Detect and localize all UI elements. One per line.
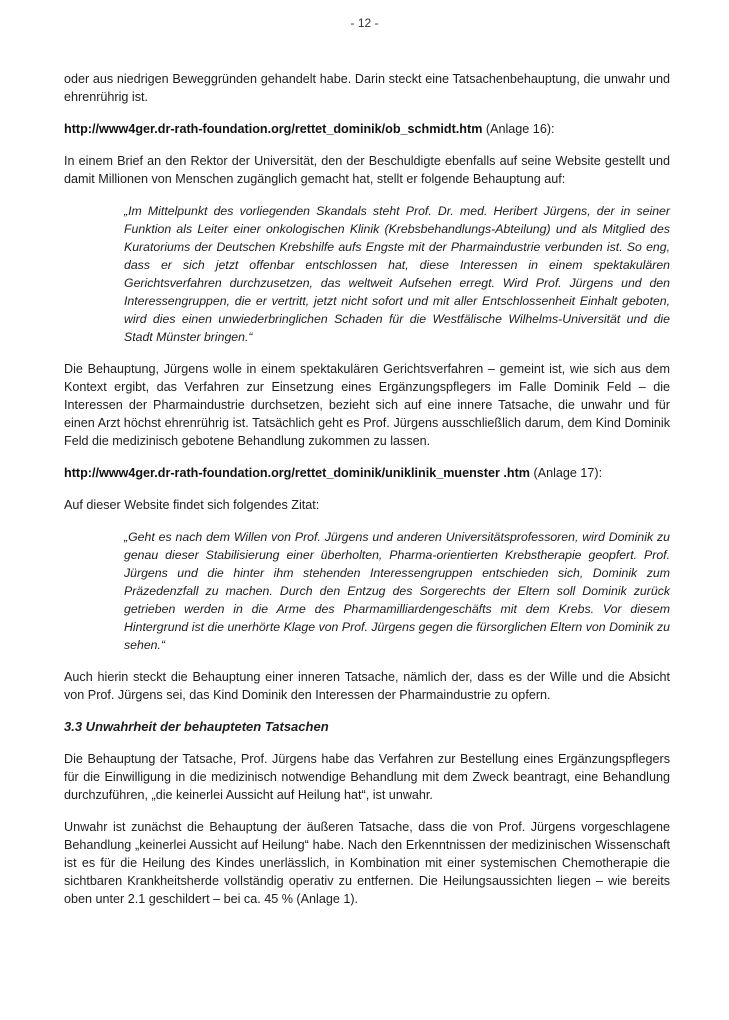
paragraph-2: In einem Brief an den Rektor der Universität, den der Beschuldigte ebenfalls auf seine Website gestellt und damit Millionen von Menschen zugänglich gemacht hat, stellt er folgende Behauptung auf: <box>64 154 670 186</box>
paragraph-4: Auf dieser Website findet sich folgendes Zitat: <box>64 498 320 512</box>
url-link-2[interactable]: http://www4ger.dr-rath-foundation.org/rettet_dominik/uniklinik_muenster .htm <box>64 466 530 480</box>
page-number: - 12 - <box>350 16 379 30</box>
paragraph-6: Die Behauptung der Tatsache, Prof. Jürgens habe das Verfahren zur Bestellung eines Ergänzungspflegers für die Einwilligung in die medizinisch notwendige Behandlung mit dem Zweck beantragt, eine Behandlung durchzuführen, „die keinerlei Aussicht auf Heilung hat“, ist unwahr. <box>64 752 670 802</box>
url-link-1[interactable]: http://www4ger.dr-rath-foundation.org/rettet_dominik/ob_schmidt.htm <box>64 122 483 136</box>
paragraph-1: oder aus niedrigen Beweggründen gehandelt habe. Darin steckt eine Tatsachenbehauptung, die unwahr und ehrenrührig ist. <box>64 72 670 104</box>
quote-2: „Geht es nach dem Willen von Prof. Jürgens und anderen Universitätsprofessoren, wird Dominik zu genau dieser Stabilisierung einer überholten, Pharma-orientierten Krebstherapie geopfert. Prof. Jürgens und die hinter ihm stehenden Interessengruppen entschieden sich, Dominik zum Präzedenzfall zu machen. Durch den Entzug des Sorgerechts der Eltern soll Dominik zurück getrieben werden in die Arme des Pharmamilliardengeschäfts mit dem Krebs. Vor diesem Hintergrund ist die unerhörte Klage von Prof. Jürgens gegen die fürsorglichen Eltern von Dominik zu sehen.“ <box>124 530 670 652</box>
url-suffix-1: (Anlage 16): <box>482 122 555 136</box>
url-line-1 <box>64 120 670 138</box>
quote-1: „Im Mittelpunkt des vorliegenden Skandals steht Prof. Dr. med. Heribert Jürgens, der in seiner Funktion als Leiter einer onkologischen Klinik (Krebsbehandlungs-Abteilung) und als Mitglied des Kuratoriums der Deutschen Krebshilfe aufs Engste mit der Pharmaindustrie verbunden ist. So eng, dass er sich jetzt offenbar entschlossen hat, diese Interessen in einem spektakulären Gerichtsverfahren durchzusetzen, das weltweit Aufsehen erregt. Wird Prof. Jürgens und den Interessengruppen, die er vertritt, jetzt nicht sofort und mit aller Entschlossenheit Einhalt geboten, wird dies einen unwiederbringlichen Schaden für die Westfälische Wilhelms-Universität und die Stadt Münster bringen.“ <box>124 204 670 344</box>
url-line-2 <box>64 464 670 482</box>
paragraph-3: Die Behauptung, Jürgens wolle in einem spektakulären Gerichtsverfahren – gemeint ist, wie sich aus dem Kontext ergibt, das Verfahren zur Einsetzung eines Ergänzungspflegers im Falle Dominik Feld – die Interessen der Pharmaindustrie durchsetzen, bezieht sich auf eine innere Tatsache, die unwahr und für einen Arzt höchst ehrenrührig ist. Tatsächlich geht es Prof. Jürgens ausschließlich darum, dem Kind Dominik Feld die medizinisch gebotene Behandlung zukommen zu lassen. <box>64 362 670 448</box>
paragraph-7: Unwahr ist zunächst die Behauptung der äußeren Tatsache, dass die von Prof. Jürgens vorgeschlagene Behandlung „keinerlei Aussicht auf Heilung“ habe. Nach den Erkenntnissen der medizinischen Wissenschaft ist es für die Heilung des Kindes unerlässlich, in Kombination mit einer systemischen Chemotherapie die sichtbaren Krankheitsherde vollständig operativ zu entfernen. Die Heilungsaussichten liegen – wie bereits oben unter 2.1 geschildert – bei ca. 45 % (Anlage 1). <box>64 820 670 906</box>
section-heading: 3.3 Unwahrheit der behaupteten Tatsachen <box>64 719 329 734</box>
document-body <box>64 70 670 922</box>
paragraph-5: Auch hierin steckt die Behauptung einer inneren Tatsache, nämlich der, dass es der Wille und die Absicht von Prof. Jürgens sei, das Kind Dominik den Interessen der Pharmaindustrie zu opfern. <box>64 670 670 702</box>
url-suffix-2: (Anlage 17): <box>530 466 603 480</box>
